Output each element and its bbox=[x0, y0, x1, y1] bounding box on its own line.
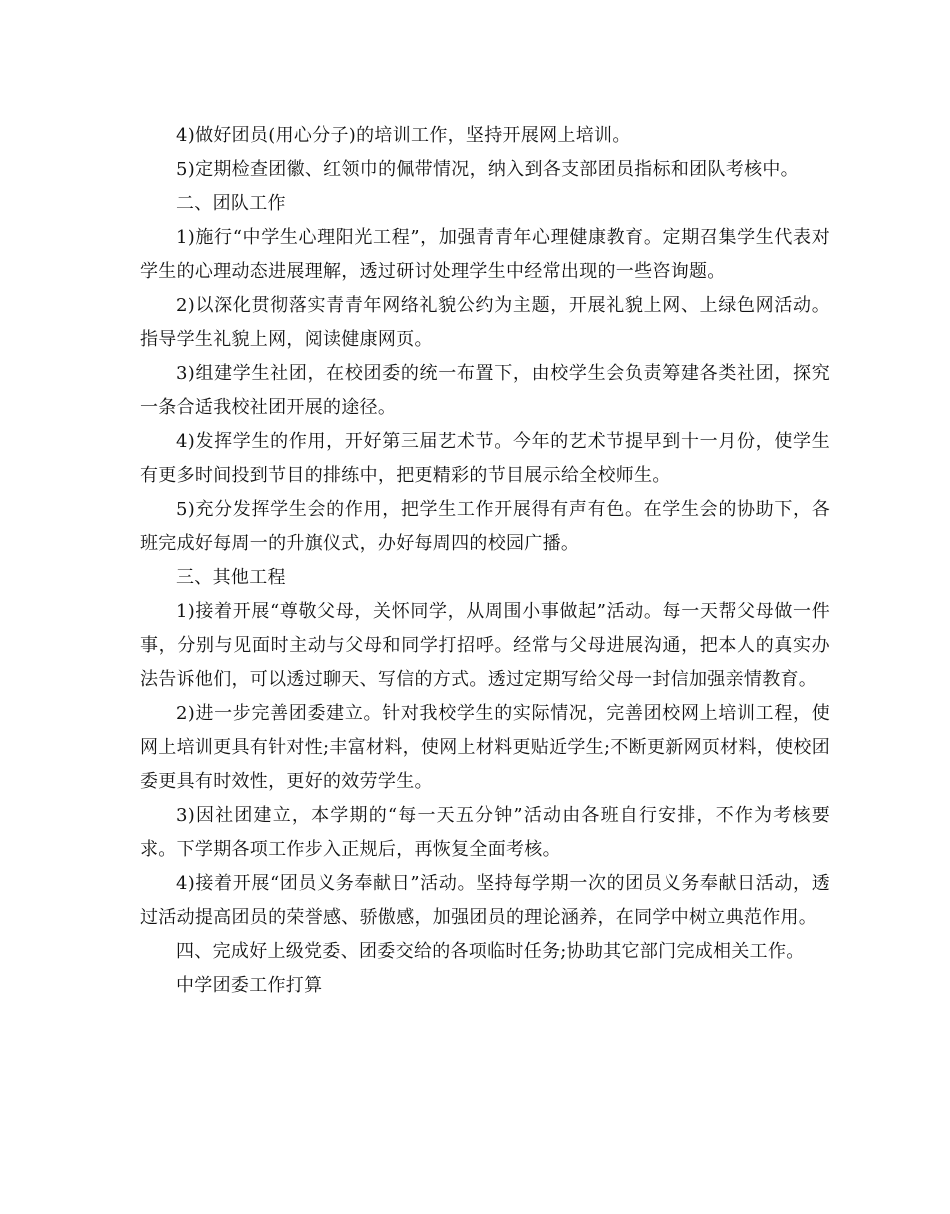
document-body bbox=[140, 119, 830, 1003]
paragraph-badge-check: 5)定期检查团徽、红领巾的佩带情况，纳入到各支部团员指标和团队考核中。 bbox=[176, 159, 799, 180]
paragraph-respect-parents: 1)接着开展“尊敬父母，关怀同学，从周围小事做起”活动。每一天帮父母做一件事，分别与见面时主动与父母和同学打招呼。经常与父母进展沟通，把本人的真实办法告诉他们，可以透过聊天、写信的方式。透过定期写给父母一封信加强亲情教育。 bbox=[140, 601, 830, 690]
section-heading-other-projects: 三、其他工程 bbox=[176, 567, 286, 588]
paragraph-psychology-project: 1)施行“中学生心理阳光工程”，加强青青年心理健康教育。定期召集学生代表对学生的心理动态进展理解，透过研讨处理学生中经常出现的一些咨询题。 bbox=[140, 227, 830, 282]
section-heading-temporary-tasks: 四、完成好上级党委、团委交给的各项临时任务;协助其它部门完成相关工作。 bbox=[176, 941, 805, 962]
paragraph-five-minutes: 3)因社团建立，本学期的“每一天五分钟”活动由各班自行安排，不作为考核要求。下学期各项工作步入正规后，再恢复全面考核。 bbox=[140, 805, 830, 860]
paragraph-student-clubs: 3)组建学生社团，在校团委的统一布置下，由校学生会负责筹建各类社团，探究一条合适我校社团开展的途径。 bbox=[140, 363, 830, 418]
paragraph-internet-etiquette: 2)以深化贯彻落实青青年网络礼貌公约为主题，开展礼貌上网、上绿色网活动。指导学生礼貌上网，阅读健康网页。 bbox=[140, 295, 830, 350]
document-title-plan: 中学团委工作打算 bbox=[176, 975, 323, 996]
section-heading-team-work: 二、团队工作 bbox=[176, 193, 286, 214]
paragraph-student-union: 5)充分发挥学生会的作用，把学生工作开展得有声有色。在学生会的协助下，各班完成好每周一的升旗仪式，办好每周四的校园广播。 bbox=[140, 499, 830, 554]
paragraph-training: 4)做好团员(用心分子)的培训工作，坚持开展网上培训。 bbox=[176, 125, 631, 146]
paragraph-art-festival: 4)发挥学生的作用，开好第三届艺术节。今年的艺术节提早到十一月份，使学生有更多时间投到节目的排练中，把更精彩的节目展示给全校师生。 bbox=[140, 431, 830, 486]
paragraph-committee-building: 2)进一步完善团委建立。针对我校学生的实际情况，完善团校网上培训工程，使网上培训更具有针对性;丰富材料，使网上材料更贴近学生;不断更新网页材料，使校团委更具有时效性，更好的效劳学生。 bbox=[140, 703, 830, 792]
paragraph-volunteer-day: 4)接着开展“团员义务奉献日”活动。坚持每学期一次的团员义务奉献日活动，透过活动提高团员的荣誉感、骄傲感，加强团员的理论涵养，在同学中树立典范作用。 bbox=[140, 873, 830, 928]
